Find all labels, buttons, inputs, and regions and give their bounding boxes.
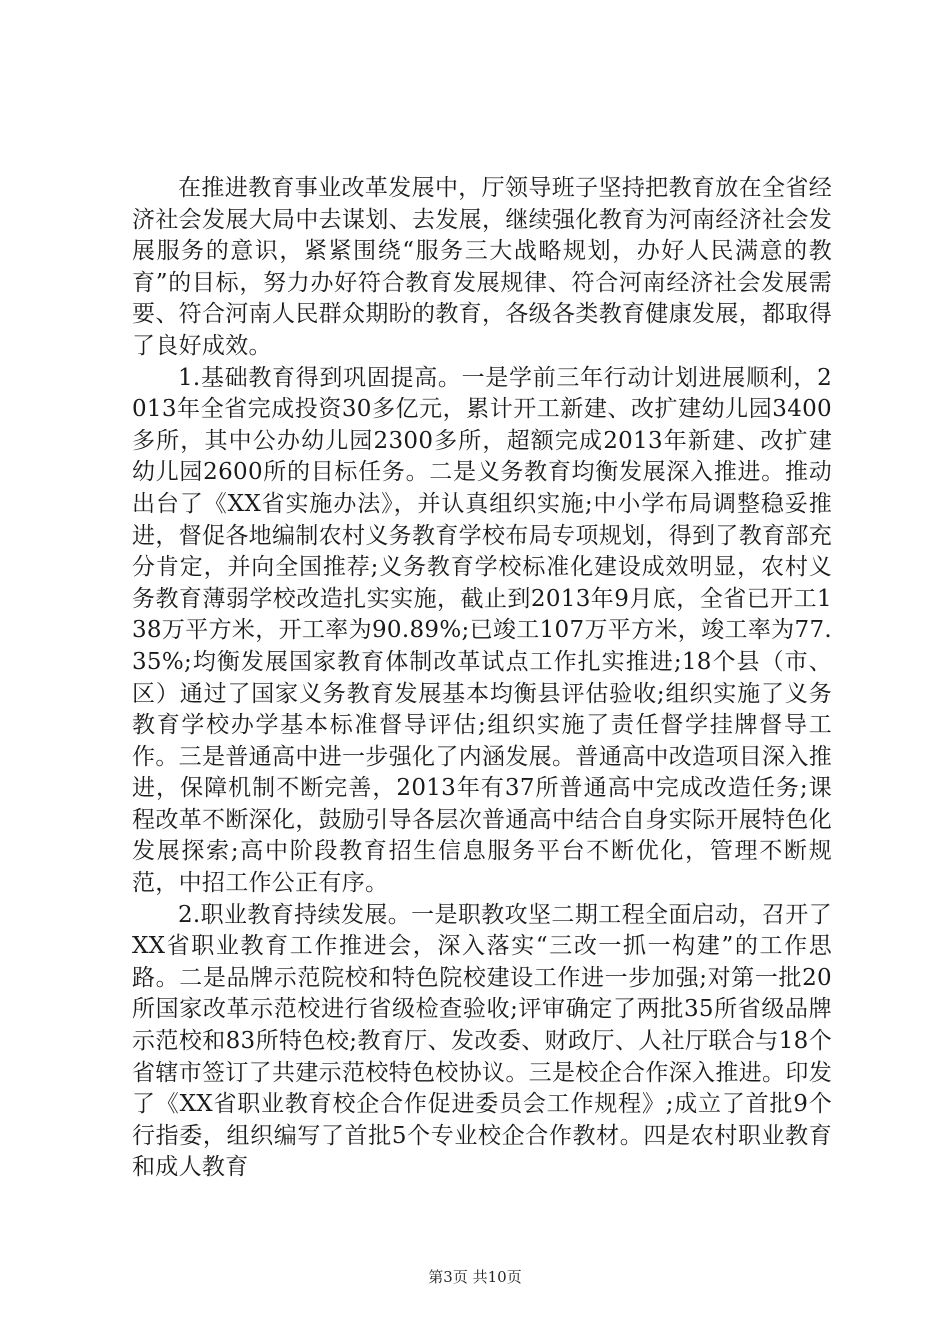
paragraph-vocational-education: 2.职业教育持续发展。一是职教攻坚二期工程全面启动，召开了XX省职业教育工作推进会，深入落实“三改一抓一构建”的工作思路。二是品牌示范院校和特色院校建设工作进一步加强;对第一批20所国家改革示范校进行省级检查验收;评审确定了两批35所省级品牌示范校和83所特色校;教育厅、发改委、财政厅、人社厅联合与18个省辖市签订了共建示范校特色校协议。三是校企合作深入推进。印发了《XX省职业教育校企合作促进委员会工作规程》;成立了首批9个行指委，组织编写了首批5个专业校企合作教材。四是农村职业教育和成人教育 [132,901,832,1181]
page-footer: 第3页 共10页 [428,1268,522,1286]
document-body [132,173,832,1184]
paragraph-basic-education: 1.基础教育得到巩固提高。一是学前三年行动计划进展顺利，2013年全省完成投资30多亿元，累计开工新建、改扩建幼儿园3400多所，其中公办幼儿园2300多所，超额完成2013年新建、改扩建幼儿园2600所的目标任务。二是义务教育均衡发展深入推进。推动出台了《XX省实施办法》，并认真组织实施;中小学布局调整稳妥推进，督促各地编制农村义务教育学校布局专项规划，得到了教育部充分肯定，并向全国推荐;义务教育学校标准化建设成效明显，农村义务教育薄弱学校改造扎实实施，截止到2013年9月底，全省已开工138万平方米，开工率为90.89%;已竣工107万平方米，竣工率为77.35%;均衡发展国家教育体制改革试点工作扎实推进;18个县（市、区）通过了国家义务教育发展基本均衡县评估验收;组织实施了义务教育学校办学基本标准督导评估;组织实施了责任督学挂牌督导工作。三是普通高中进一步强化了内涵发展。普通高中改造项目深入推进，保障机制不断完善，2013年有37所普通高中完成改造任务;课程改革不断深化，鼓励引导各层次普通高中结合自身实际开展特色化发展探索;高中阶段教育招生信息服务平台不断优化，管理不断规范，中招工作公正有序。 [132,364,832,897]
paragraph-intro: 在推进教育事业改革发展中，厅领导班子坚持把教育放在全省经济社会发展大局中去谋划、去发展，继续强化教育为河南经济社会发展服务的意识，紧紧围绕“服务三大战略规划，办好人民满意的教育”的目标，努力办好符合教育发展规律、符合河南经济社会发展需要、符合河南人民群众期盼的教育，各级各类教育健康发展，都取得了良好成效。 [132,175,832,359]
